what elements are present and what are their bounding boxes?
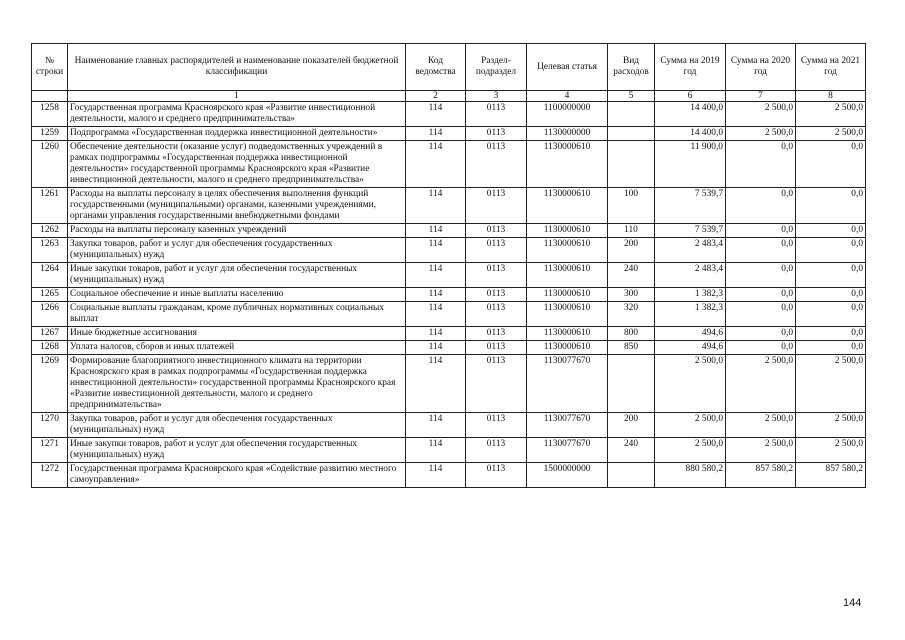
row-target-article-cell: 1130000610 — [527, 302, 608, 327]
row-name-cell: Закупка товаров, работ и услуг для обеспечения государственных (муниципальных) нужд — [68, 413, 406, 438]
row-expense-type-cell: 240 — [608, 263, 655, 288]
row-section-cell: 0113 — [466, 288, 527, 302]
table-row — [32, 127, 866, 141]
row-department-code-cell: 114 — [406, 341, 466, 355]
row-name-cell: Государственная программа Красноярского края «Развитие инвестиционной деятельности, малого и среднего предпринимательства» — [68, 102, 406, 127]
row-expense-type-cell: 240 — [608, 438, 655, 463]
row-sum-2021-cell: 0,0 — [796, 302, 866, 327]
row-sum-2020-cell: 2 500,0 — [726, 127, 796, 141]
row-target-article-cell: 1130077670 — [527, 438, 608, 463]
row-sum-2019-cell: 2 483,4 — [655, 263, 726, 288]
row-sum-2021-cell: 0,0 — [796, 327, 866, 341]
row-department-code-cell: 114 — [406, 302, 466, 327]
page-number: 144 — [843, 597, 862, 609]
column-number: 2 — [406, 91, 466, 102]
table-row — [32, 327, 866, 341]
row-expense-type-cell: 110 — [608, 224, 655, 238]
row-number-cell: 1262 — [32, 224, 68, 238]
row-expense-type-cell — [608, 102, 655, 127]
row-number-cell: 1258 — [32, 102, 68, 127]
row-target-article-cell: 1130000610 — [527, 288, 608, 302]
table-row — [32, 263, 866, 288]
row-number-cell: 1270 — [32, 413, 68, 438]
row-sum-2019-cell: 2 500,0 — [655, 413, 726, 438]
column-number-empty — [32, 91, 68, 102]
header-target-article: Целевая статья — [527, 44, 608, 91]
row-expense-type-cell — [608, 355, 655, 413]
row-section-cell: 0113 — [466, 127, 527, 141]
row-sum-2020-cell: 2 500,0 — [726, 102, 796, 127]
row-name-cell: Социальные выплаты гражданам, кроме публичных нормативных социальных выплат — [68, 302, 406, 327]
row-department-code-cell: 114 — [406, 463, 466, 488]
header-sum-2020: Сумма на 2020 год — [726, 44, 796, 91]
row-sum-2020-cell: 0,0 — [726, 188, 796, 224]
row-section-cell: 0113 — [466, 263, 527, 288]
row-sum-2020-cell: 2 500,0 — [726, 438, 796, 463]
row-sum-2019-cell: 11 900,0 — [655, 141, 726, 188]
row-target-article-cell: 1130000610 — [527, 341, 608, 355]
row-section-cell: 0113 — [466, 102, 527, 127]
table-row — [32, 463, 866, 488]
row-number-cell: 1265 — [32, 288, 68, 302]
row-department-code-cell: 114 — [406, 327, 466, 341]
row-section-cell: 0113 — [466, 355, 527, 413]
row-sum-2020-cell: 0,0 — [726, 327, 796, 341]
row-sum-2019-cell: 2 500,0 — [655, 355, 726, 413]
row-number-cell: 1272 — [32, 463, 68, 488]
row-target-article-cell: 1100000000 — [527, 102, 608, 127]
row-sum-2021-cell: 0,0 — [796, 188, 866, 224]
header-sum-2021: Сумма на 2021 год — [796, 44, 866, 91]
row-sum-2019-cell: 494,6 — [655, 327, 726, 341]
row-sum-2020-cell: 0,0 — [726, 302, 796, 327]
row-sum-2019-cell: 7 539,7 — [655, 188, 726, 224]
row-sum-2021-cell: 0,0 — [796, 224, 866, 238]
row-sum-2021-cell: 0,0 — [796, 238, 866, 263]
row-sum-2019-cell: 1 382,3 — [655, 302, 726, 327]
row-sum-2019-cell: 2 483,4 — [655, 238, 726, 263]
row-name-cell: Государственная программа Красноярского края «Содействие развитию местного самоуправления» — [68, 463, 406, 488]
row-sum-2020-cell: 0,0 — [726, 263, 796, 288]
row-expense-type-cell: 300 — [608, 288, 655, 302]
row-target-article-cell: 1500000000 — [527, 463, 608, 488]
row-target-article-cell: 1130000000 — [527, 127, 608, 141]
column-number: 1 — [68, 91, 406, 102]
row-expense-type-cell: 100 — [608, 188, 655, 224]
row-number-cell: 1263 — [32, 238, 68, 263]
table-row — [32, 438, 866, 463]
row-name-cell: Подпрограмма «Государственная поддержка инвестиционной деятельности» — [68, 127, 406, 141]
row-target-article-cell: 1130000610 — [527, 263, 608, 288]
row-department-code-cell: 114 — [406, 438, 466, 463]
row-sum-2019-cell: 2 500,0 — [655, 438, 726, 463]
row-sum-2020-cell: 0,0 — [726, 141, 796, 188]
row-sum-2020-cell: 857 580,2 — [726, 463, 796, 488]
header-sum-2019: Сумма на 2019 год — [655, 44, 726, 91]
row-expense-type-cell: 200 — [608, 238, 655, 263]
header-expense-type: Вид расходов — [608, 44, 655, 91]
row-name-cell: Расходы на выплаты персоналу казенных учреждений — [68, 224, 406, 238]
header-row-number: № строки — [32, 44, 68, 91]
row-sum-2021-cell: 0,0 — [796, 141, 866, 188]
row-target-article-cell: 1130000610 — [527, 141, 608, 188]
table-row — [32, 224, 866, 238]
row-sum-2021-cell: 0,0 — [796, 341, 866, 355]
row-name-cell: Формирование благоприятного инвестиционного климата на территории Красноярского края в рамках подпрограммы «Государственная поддержка инвестиционной деятельности» государственной программы Красноярского края «Развитие инвестиционной деятельности, малого и среднего предпринимательства» — [68, 355, 406, 413]
row-expense-type-cell: 320 — [608, 302, 655, 327]
row-sum-2021-cell: 2 500,0 — [796, 413, 866, 438]
table-row — [32, 413, 866, 438]
row-sum-2021-cell: 0,0 — [796, 288, 866, 302]
row-number-cell: 1267 — [32, 327, 68, 341]
column-number: 8 — [796, 91, 866, 102]
row-target-article-cell: 1130077670 — [527, 355, 608, 413]
row-target-article-cell: 1130000610 — [527, 188, 608, 224]
table-row — [32, 288, 866, 302]
row-sum-2019-cell: 1 382,3 — [655, 288, 726, 302]
row-department-code-cell: 114 — [406, 102, 466, 127]
column-number: 3 — [466, 91, 527, 102]
row-section-cell: 0113 — [466, 238, 527, 263]
row-name-cell: Расходы на выплаты персоналу в целях обеспечения выполнения функций государственными (муниципальными) органами, казенными учреждениями, органами управления государственными внебюджетными фондами — [68, 188, 406, 224]
table-row — [32, 341, 866, 355]
column-number: 5 — [608, 91, 655, 102]
row-expense-type-cell — [608, 141, 655, 188]
row-sum-2020-cell: 0,0 — [726, 238, 796, 263]
row-number-cell: 1269 — [32, 355, 68, 413]
row-department-code-cell: 114 — [406, 188, 466, 224]
column-number: 4 — [527, 91, 608, 102]
row-number-cell: 1259 — [32, 127, 68, 141]
row-section-cell: 0113 — [466, 141, 527, 188]
row-sum-2020-cell: 0,0 — [726, 224, 796, 238]
row-sum-2021-cell: 2 500,0 — [796, 127, 866, 141]
row-name-cell: Иные бюджетные ассигнования — [68, 327, 406, 341]
row-expense-type-cell: 850 — [608, 341, 655, 355]
budget-table — [31, 43, 866, 488]
row-expense-type-cell — [608, 463, 655, 488]
row-target-article-cell: 1130000610 — [527, 224, 608, 238]
table-row — [32, 302, 866, 327]
row-number-cell: 1261 — [32, 188, 68, 224]
row-number-cell: 1266 — [32, 302, 68, 327]
header-section: Раздел-подраздел — [466, 44, 527, 91]
table-row — [32, 102, 866, 127]
row-sum-2019-cell: 14 400,0 — [655, 102, 726, 127]
table-body — [32, 102, 866, 488]
table-row — [32, 141, 866, 188]
row-name-cell: Обеспечение деятельности (оказание услуг) подведомственных учреждений в рамках подпрограммы «Государственная поддержка инвестиционной деятельности» государственной программы Красноярского края «Развитие инвестиционной деятельности, малого и среднего предпринимательства» — [68, 141, 406, 188]
table-row — [32, 188, 866, 224]
table-row — [32, 238, 866, 263]
row-section-cell: 0113 — [466, 413, 527, 438]
column-number-row — [32, 91, 866, 102]
row-target-article-cell: 1130000610 — [527, 327, 608, 341]
row-number-cell: 1271 — [32, 438, 68, 463]
row-sum-2021-cell: 857 580,2 — [796, 463, 866, 488]
row-sum-2021-cell: 2 500,0 — [796, 355, 866, 413]
header-department-code: Код ведомства — [406, 44, 466, 91]
column-number: 7 — [726, 91, 796, 102]
row-section-cell: 0113 — [466, 302, 527, 327]
row-sum-2019-cell: 14 400,0 — [655, 127, 726, 141]
header-name: Наименование главных распорядителей и наименование показателей бюджетной классификации — [68, 44, 406, 91]
row-department-code-cell: 114 — [406, 263, 466, 288]
row-section-cell: 0113 — [466, 224, 527, 238]
row-number-cell: 1264 — [32, 263, 68, 288]
table-row — [32, 355, 866, 413]
row-name-cell: Уплата налогов, сборов и иных платежей — [68, 341, 406, 355]
row-department-code-cell: 114 — [406, 238, 466, 263]
row-sum-2021-cell: 0,0 — [796, 263, 866, 288]
row-department-code-cell: 114 — [406, 141, 466, 188]
row-number-cell: 1268 — [32, 341, 68, 355]
row-sum-2020-cell: 0,0 — [726, 341, 796, 355]
row-expense-type-cell: 800 — [608, 327, 655, 341]
row-department-code-cell: 114 — [406, 127, 466, 141]
row-section-cell: 0113 — [466, 463, 527, 488]
row-department-code-cell: 114 — [406, 224, 466, 238]
row-section-cell: 0113 — [466, 438, 527, 463]
row-sum-2020-cell: 2 500,0 — [726, 413, 796, 438]
column-number: 6 — [655, 91, 726, 102]
row-sum-2020-cell: 0,0 — [726, 288, 796, 302]
row-target-article-cell: 1130077670 — [527, 413, 608, 438]
row-section-cell: 0113 — [466, 188, 527, 224]
row-name-cell: Социальное обеспечение и иные выплаты населению — [68, 288, 406, 302]
row-expense-type-cell: 200 — [608, 413, 655, 438]
row-sum-2019-cell: 7 539,7 — [655, 224, 726, 238]
row-sum-2019-cell: 880 580,2 — [655, 463, 726, 488]
row-name-cell: Закупка товаров, работ и услуг для обеспечения государственных (муниципальных) нужд — [68, 238, 406, 263]
row-section-cell: 0113 — [466, 327, 527, 341]
row-sum-2020-cell: 2 500,0 — [726, 355, 796, 413]
row-target-article-cell: 1130000610 — [527, 238, 608, 263]
row-name-cell: Иные закупки товаров, работ и услуг для обеспечения государственных (муниципальных) нужд — [68, 263, 406, 288]
row-department-code-cell: 114 — [406, 288, 466, 302]
row-sum-2021-cell: 2 500,0 — [796, 438, 866, 463]
row-sum-2019-cell: 494,6 — [655, 341, 726, 355]
table-header — [32, 44, 866, 102]
row-section-cell: 0113 — [466, 341, 527, 355]
row-expense-type-cell — [608, 127, 655, 141]
row-department-code-cell: 114 — [406, 413, 466, 438]
row-department-code-cell: 114 — [406, 355, 466, 413]
row-number-cell: 1260 — [32, 141, 68, 188]
row-sum-2021-cell: 2 500,0 — [796, 102, 866, 127]
row-name-cell: Иные закупки товаров, работ и услуг для обеспечения государственных (муниципальных) нужд — [68, 438, 406, 463]
